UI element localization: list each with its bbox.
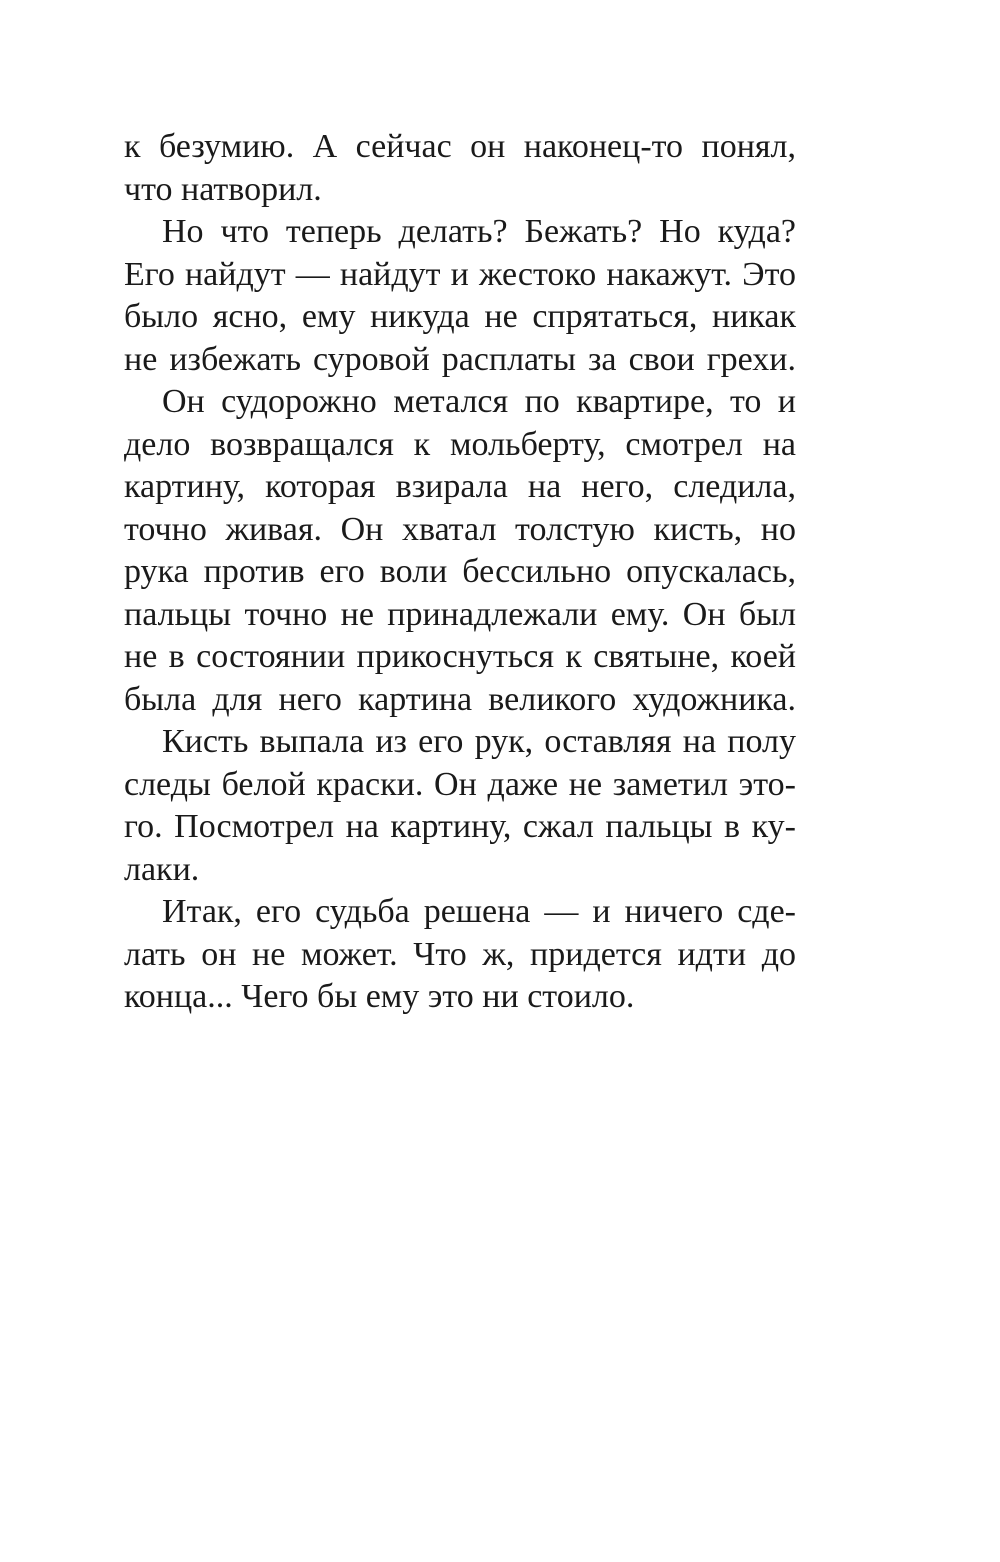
page-text	[124, 126, 796, 1019]
text-line: лать он не может. Что ж, придется идти до	[124, 935, 796, 973]
text-line: го. Посмотрел на картину, сжал пальцы в ку-	[124, 808, 796, 845]
text-line: дело возвращался к мольберту, смотрел на	[124, 425, 796, 463]
paragraph-1	[124, 126, 796, 211]
text-line: рука против его воли бессильно опускалась,	[124, 553, 796, 590]
text-line: картину, которая взирала на него, следила,	[124, 468, 796, 505]
text-line: не избежать суровой расплаты за свои грехи.	[124, 340, 796, 378]
text-line: следы белой краски. Он даже не заметил это-	[124, 765, 796, 803]
text-line: была для него картина великого художника.	[124, 680, 796, 718]
text-line: не в состоянии прикоснуться к святыне, коей	[124, 638, 796, 675]
text-line: Его найдут — найдут и жестоко накажут. Это	[124, 255, 796, 293]
text-line: что натворил.	[124, 170, 322, 208]
text-line: конца... Чего бы ему это ни стоило.	[124, 978, 635, 1015]
paragraph-2	[124, 211, 796, 381]
paragraph-5	[124, 891, 796, 1019]
text-line: Но что теперь делать? Бежать? Но куда?	[162, 213, 796, 250]
text-line: к безумию. А сейчас он наконец-то понял,	[124, 128, 796, 165]
text-line: было ясно, ему никуда не спрятаться, никак	[124, 298, 796, 335]
text-line: лаки.	[124, 850, 200, 888]
paragraph-3	[124, 381, 796, 721]
text-line: Итак, его судьба решена — и ничего сде-	[162, 893, 796, 930]
text-line: Он судорожно метался по квартире, то и	[162, 383, 796, 420]
text-line: точно живая. Он хватал толстую кисть, но	[124, 510, 796, 548]
text-line: Кисть выпала из его рук, оставляя на полу	[162, 723, 796, 760]
text-line: пальцы точно не принадлежали ему. Он был	[124, 595, 796, 633]
paragraph-4	[124, 721, 796, 891]
